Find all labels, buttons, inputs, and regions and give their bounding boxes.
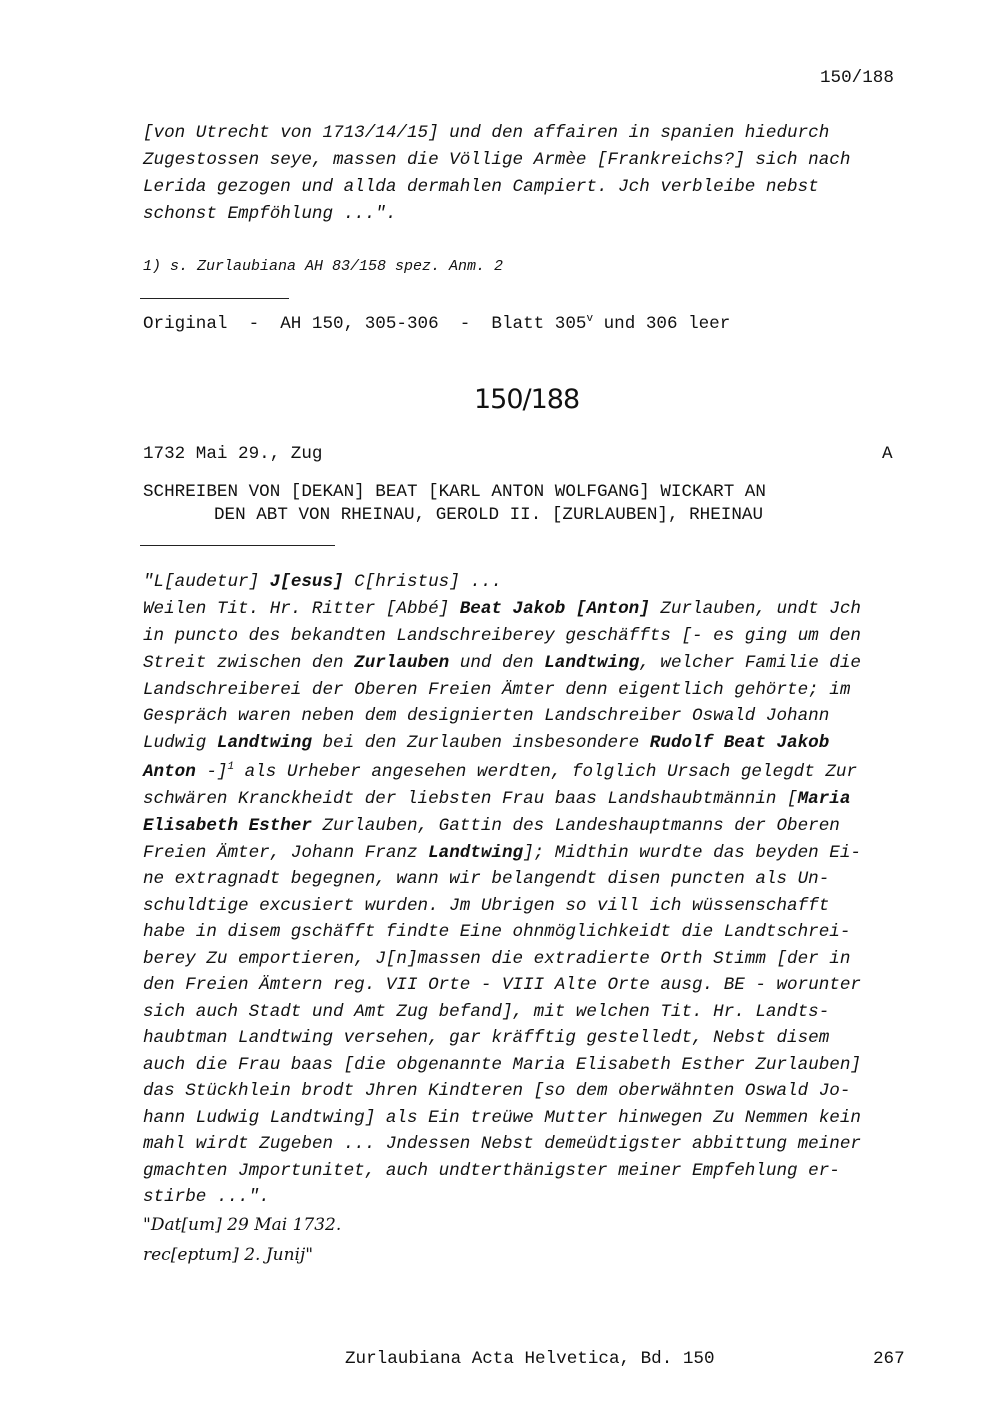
body-line: stirbe ...". xyxy=(143,1187,270,1207)
body-line: gmachten Jmportunitet, auch undterthänigster meiner Empfehlung er- xyxy=(143,1161,840,1181)
body-line: haubtman Landtwing versehen, gar kräfftig gestelledt, Nebst disem xyxy=(143,1028,830,1048)
body-line: Freien Ämter, Johann Franz Landtwing]; Midthin wurdte das beyden Ei- xyxy=(143,843,861,863)
page-reference: 150/188 xyxy=(820,68,894,88)
original-verso-mark: v xyxy=(586,313,594,326)
body-line: hann Ludwig Landtwing] als Ein treüwe Mutter hinwegen Zu Nemmen kein xyxy=(143,1108,861,1128)
document-number: 150/188 xyxy=(474,384,580,415)
body-line: Weilen Tit. Hr. Ritter [Abbé] Beat Jakob [Anton] Zurlauben, undt Jch xyxy=(143,599,861,619)
body-line: Elisabeth Esther Zurlauben, Gattin des Landeshauptmanns der Oberen xyxy=(143,816,840,836)
footer-page-number: 267 xyxy=(873,1349,905,1369)
footnote-divider xyxy=(140,298,289,299)
continuation-line: schonst Empföhlung ...". xyxy=(143,204,397,224)
received-line: rec[eptum] 2. Junij" xyxy=(143,1245,314,1265)
body-line: Gespräch waren neben dem designierten Landschreiber Oswald Johann xyxy=(143,706,830,726)
title-line: DEN ABT VON RHEINAU, GEROLD II. [ZURLAUBEN], RHEINAU xyxy=(214,505,764,525)
original-prefix: Original - AH 150, 305-306 - Blatt 305 xyxy=(143,314,587,334)
footnote: 1) s. Zurlaubiana AH 83/158 spez. Anm. 2 xyxy=(143,258,504,275)
body-line: schwären Kranckheidt der liebsten Frau baas Landshaubtmännin [Maria xyxy=(143,789,851,809)
body-line: das Stückhlein brodt Jhren Kindteren [so dem oberwähnten Oswald Jo- xyxy=(143,1081,851,1101)
date-line: "Dat[um] 29 Mai 1732. xyxy=(143,1215,342,1235)
continuation-line: Lerida gezogen und allda dermahlen Campiert. Jch verbleibe nebst xyxy=(143,177,819,197)
body-line: Landschreiberei der Oberen Freien Ämter denn eigentlich gehörte; im xyxy=(143,680,851,700)
original-suffix: und 306 leer xyxy=(593,314,731,334)
body-line: Anton -]$^1$ als Urheber angesehen werdten, folglich Ursach gelegdt Zur xyxy=(143,761,858,782)
body-line: Ludwig Landtwing bei den Zurlauben insbesondere Rudolf Beat Jakob xyxy=(143,733,830,753)
body-line: in puncto des bekandten Landschreiberey geschäffts [- es ging um den xyxy=(143,626,861,646)
body-line: berey Zu emportieren, J[n]massen die extradierte Orth Stimm [der in xyxy=(143,949,851,969)
title-divider xyxy=(140,545,335,546)
body-line: schuldtige excusiert wurden. Jm Ubrigen so vill ich wüssenschafft xyxy=(143,896,830,916)
footnote-marker: 1 xyxy=(227,761,235,774)
document-type-code: A xyxy=(882,444,893,464)
body-line: den Freien Ämtern reg. VII Orte - VIII Alte Orte ausg. BE - worunter xyxy=(143,975,861,995)
title-line: SCHREIBEN VON [DEKAN] BEAT [KARL ANTON WOLFGANG] WICKART AN xyxy=(143,482,766,502)
date-place: 1732 Mai 29., Zug xyxy=(143,444,323,464)
body-line: ne extragnadt begegnen, wann wir belangendt disen puncten als Un- xyxy=(143,869,830,889)
body-line: Streit zwischen den Zurlauben und den Landtwing, welcher Familie die xyxy=(143,653,861,673)
original-source xyxy=(143,314,730,334)
body-line: "L[audetur] J[esus] C[hristus] ... xyxy=(143,572,502,592)
body-line: sich auch Stadt und Amt Zug befand], mit welchen Tit. Hr. Landts- xyxy=(143,1002,830,1022)
body-line: auch die Frau baas [die obgenannte Maria Elisabeth Esther Zurlauben] xyxy=(143,1055,861,1075)
footer-publication: Zurlaubiana Acta Helvetica, Bd. 150 xyxy=(345,1349,715,1369)
continuation-line: Zugestossen seye, massen die Völlige Armèe [Frankreichs?] sich nach xyxy=(143,150,851,170)
body-line: habe in disem gschäfft findte Eine ohnmöglichkeidt die Landtschrei- xyxy=(143,922,851,942)
continuation-line: [von Utrecht von 1713/14/15] und den affairen in spanien hiedurch xyxy=(143,123,830,143)
body-line: mahl wirdt Zugeben ... Jndessen Nebst demeüdtigster abbittung meiner xyxy=(143,1134,861,1154)
